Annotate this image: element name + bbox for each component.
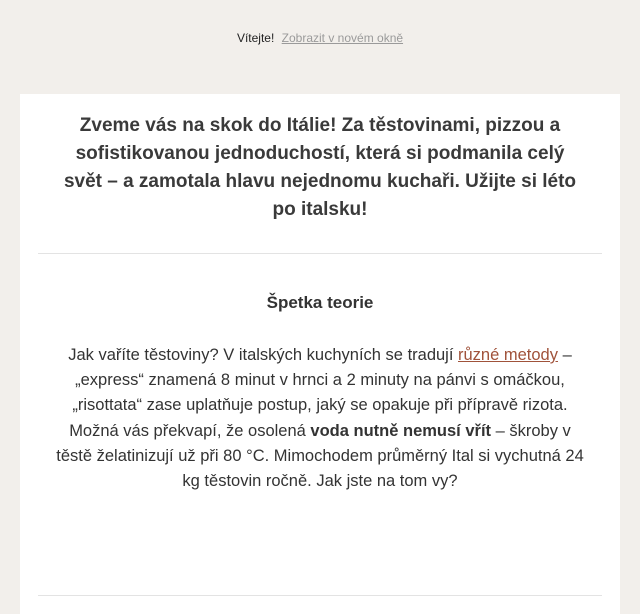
email-preheader <box>0 31 640 45</box>
paragraph-text: Jak vaříte těstoviny? V italských kuchyních se tradují <box>68 346 459 364</box>
paragraph-text: – škroby v těstě želatinizují už při 80 °C. Mimochodem průměrný Ital si vychutná 24 kg těstovin ročně. Jak jste na tom vy? <box>56 421 584 491</box>
intro-heading: Zveme vás na skok do Itálie! Za těstovinami, pizzou a sofistikovanou jednoduchostí, která si podmanila celý svět – a zamotala hlavu nejednomu kuchaři. Užijte si léto po italsku! <box>63 115 577 220</box>
view-in-browser-link[interactable]: Zobrazit v novém okně <box>281 31 404 45</box>
welcome-text: Vítejte! <box>236 31 275 45</box>
email-content-card <box>20 94 620 614</box>
section-paragraph <box>54 343 586 494</box>
section-title: Špetka teorie <box>266 293 374 312</box>
bold-highlight: voda nutně nemusí vřít <box>310 421 492 440</box>
section-divider <box>38 595 602 596</box>
methods-link[interactable]: různé metody <box>458 346 558 364</box>
paragraph-text: – „express“ znamená 8 minut v hrnci a 2 minuty na pánvi s omáčkou, „risottata“ zase uplatňuje postup, jaký se opakuje při přípravě rizota. Možná vás překvapí, že osolená <box>69 346 572 440</box>
section-divider <box>38 253 602 254</box>
